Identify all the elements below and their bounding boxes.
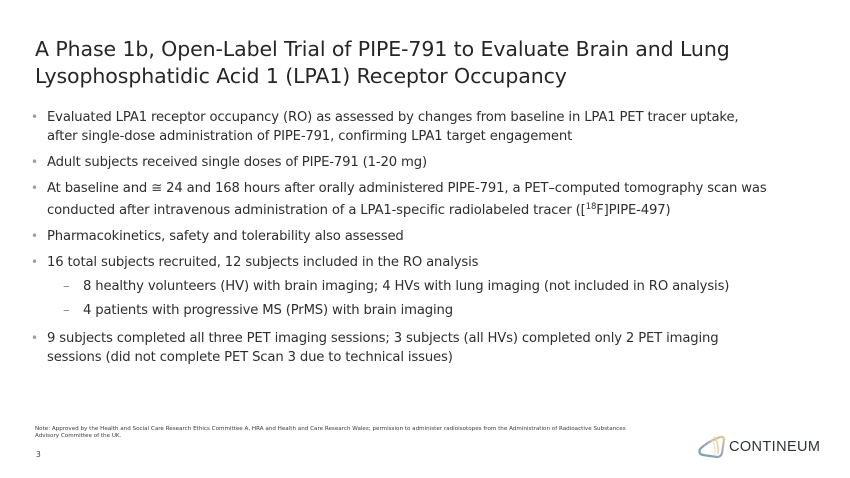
sub-bullet-item [30, 301, 830, 320]
bullet-text: At baseline and ≅ 24 and 168 hours after orally administered PIPE-791, a PET–computed tomography scan was [47, 181, 767, 196]
bullet-item [30, 227, 830, 246]
bullet-icon: • [31, 229, 38, 243]
bullet-item [30, 108, 830, 146]
footnote [35, 426, 735, 440]
logo-text: CONTINEUM [729, 439, 821, 455]
bullet-item [30, 179, 830, 220]
bullet-icon: • [31, 331, 38, 345]
bullet-text [47, 198, 830, 220]
bullet-text: after single-dose administration of PIPE-791, confirming LPA1 target engagement [47, 129, 573, 144]
sub-bullet-text: 8 healthy volunteers (HV) with brain imaging; 4 HVs with lung imaging (not included in RO analysis) [83, 279, 730, 294]
bullet-item [30, 253, 830, 272]
dash-icon: – [63, 279, 70, 294]
footnote-line-1: Note: Approved by the Health and Social Care Research Ethics Committee A, HRA and Health and Care Research Wales; permission to administer radioisotopes from the Administration of Radioactive Substances [35, 426, 626, 432]
bullet-icon: • [31, 181, 38, 195]
bullet-list [30, 108, 830, 374]
bullet-text: 16 total subjects recruited, 12 subjects included in the RO analysis [47, 255, 479, 270]
bullet-text: sessions (did not complete PET Scan 3 due to technical issues) [47, 350, 453, 365]
sub-bullet-item [30, 277, 830, 296]
company-logo [697, 433, 820, 461]
bullet-text: Pharmacokinetics, safety and tolerability also assessed [47, 229, 404, 244]
slide-title [35, 36, 825, 90]
bullet-item [30, 153, 830, 172]
bullet-text: Evaluated LPA1 receptor occupancy (RO) as assessed by changes from baseline in LPA1 PET tracer uptake, [47, 110, 739, 125]
logo-mark-icon [697, 434, 727, 460]
dash-icon: – [63, 303, 70, 318]
page-number: 3 [36, 450, 41, 459]
superscript: 18 [585, 202, 597, 212]
bullet-text: 9 subjects completed all three PET imaging sessions; 3 subjects (all HVs) completed only 2 PET imaging [47, 331, 719, 346]
bullet-icon: • [31, 155, 38, 169]
bullet-icon: • [31, 255, 38, 269]
bullet-text: Adult subjects received single doses of PIPE-791 (1-20 mg) [47, 155, 427, 170]
title-line-2: Lysophosphatidic Acid 1 (LPA1) Receptor Occupancy [35, 64, 567, 88]
bullet-icon: • [31, 110, 38, 124]
footnote-line-2: Advisory Committee of the UK. [35, 433, 122, 439]
bullet-text-part: conducted after intravenous administration of a LPA1-specific radiolabeled tracer ([ [47, 203, 586, 218]
bullet-text-part: F]PIPE-497) [596, 203, 671, 218]
bullet-item [30, 329, 830, 367]
sub-bullet-text: 4 patients with progressive MS (PrMS) with brain imaging [83, 303, 453, 318]
title-line-1: A Phase 1b, Open-Label Trial of PIPE-791 to Evaluate Brain and Lung [35, 37, 730, 61]
